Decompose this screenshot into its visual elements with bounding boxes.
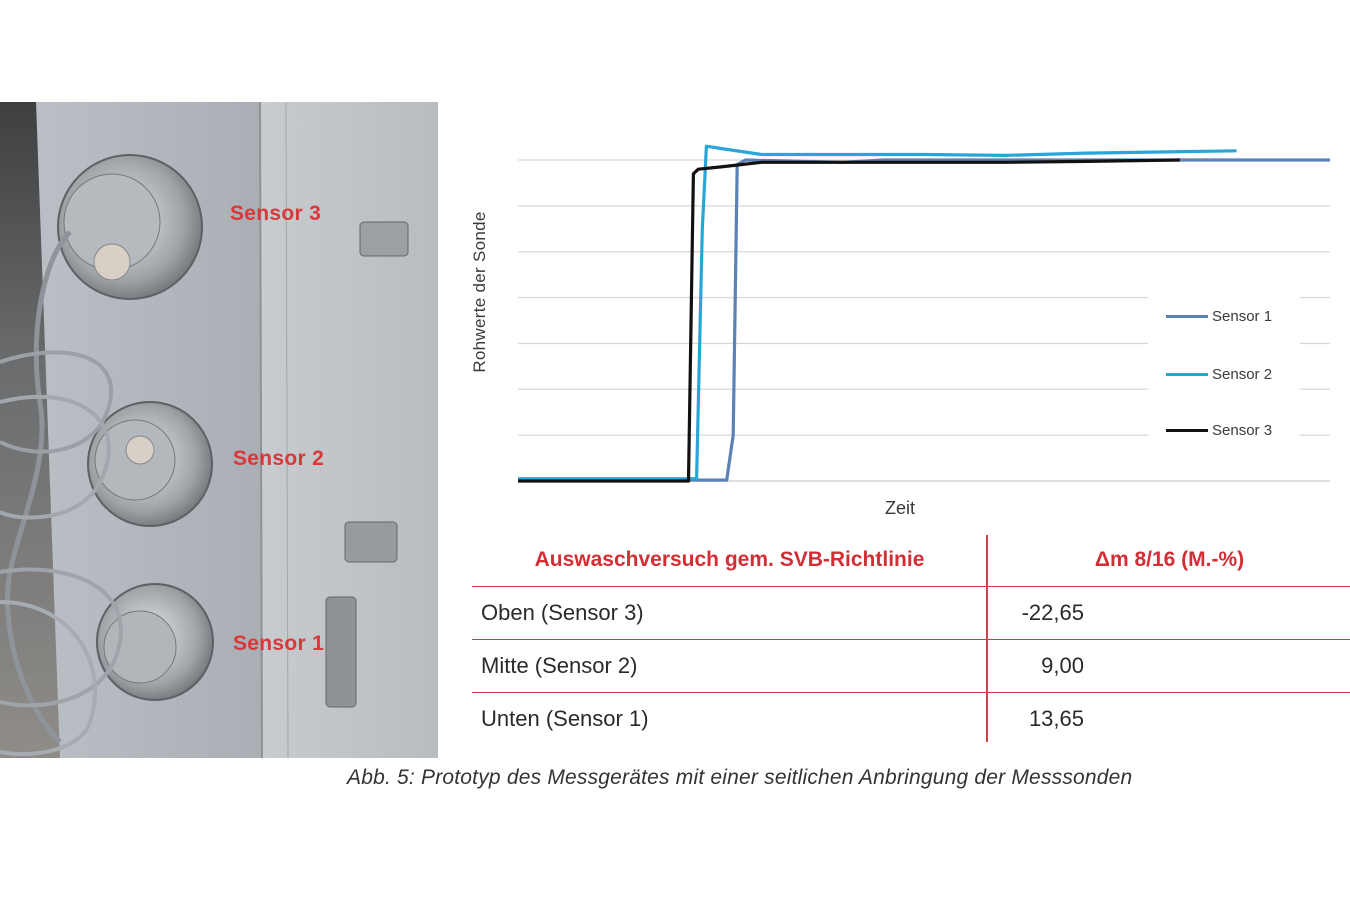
legend-swatch-sensor-2	[1166, 373, 1208, 376]
figure-caption: Abb. 5: Prototyp des Messgerätes mit einer seitlichen Anbringung der Messsonden	[347, 766, 1133, 789]
device-photo	[0, 102, 438, 758]
table-header-delta: Δm 8/16 (M.-%)	[1094, 547, 1245, 571]
series-line-sensor-3	[518, 160, 1180, 481]
chart-y-axis-label: Rohwerte der Sonde	[470, 211, 489, 373]
table-cell-position: Unten (Sensor 1)	[481, 706, 649, 731]
table-cell-position: Mitte (Sensor 2)	[481, 653, 638, 678]
legend-item-sensor-3	[1166, 422, 1272, 439]
legend-swatch-sensor-1	[1166, 315, 1208, 318]
sensor-chart-svg	[460, 130, 1350, 530]
legend-item-sensor-2	[1166, 366, 1272, 383]
results-table	[472, 533, 1350, 745]
table-cell-value	[989, 693, 1350, 745]
table-header-row	[472, 533, 1350, 587]
legend-label-sensor-1: Sensor 1	[1212, 308, 1273, 325]
sensor-3-label: Sensor 3	[230, 202, 322, 225]
table-cell-value	[989, 587, 1350, 639]
table-row	[472, 640, 1350, 693]
table-header-test: Auswaschversuch gem. SVB-Richtlinie	[534, 547, 925, 571]
table-cell-position: Oben (Sensor 3)	[481, 600, 644, 625]
table-value-text: -22,65	[1021, 600, 1084, 625]
legend-label-sensor-3: Sensor 3	[1212, 422, 1273, 439]
legend-item-sensor-1	[1166, 308, 1272, 325]
series-line-sensor-2	[518, 146, 1237, 479]
sensor-chart	[460, 130, 1350, 530]
table-value-text: 9,00	[1041, 653, 1084, 678]
legend-label-sensor-2: Sensor 2	[1212, 366, 1273, 383]
sensor-1-label: Sensor 1	[233, 632, 325, 655]
device-photo-graphic	[0, 102, 438, 758]
table-row	[472, 587, 1350, 640]
chart-x-axis-label: Zeit	[884, 498, 915, 518]
legend-swatch-sensor-3	[1166, 429, 1208, 432]
table-cell-value	[989, 640, 1350, 692]
table-column-divider	[986, 535, 988, 742]
sensor-2-label: Sensor 2	[233, 447, 325, 470]
table-value-text: 13,65	[1028, 706, 1084, 731]
table-row	[472, 693, 1350, 745]
